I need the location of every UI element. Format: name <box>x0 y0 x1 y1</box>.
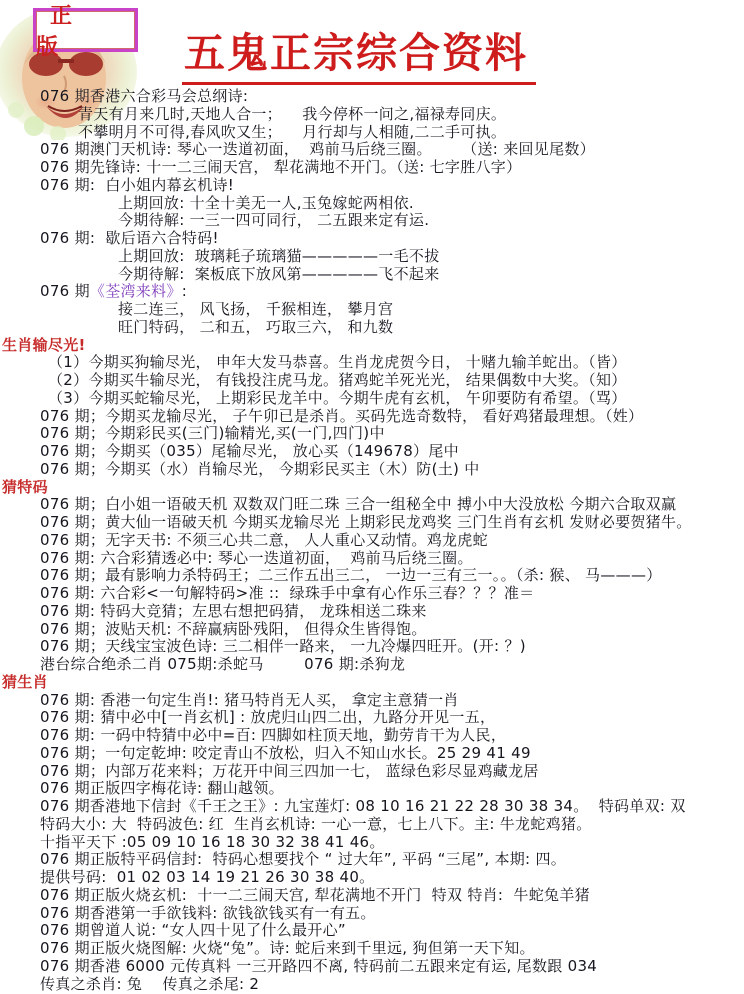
text-line: 076 期；波贴天机: 不辞赢病卧残阳， 但得众生皆得饱。 <box>40 619 427 638</box>
page-header <box>0 0 744 88</box>
text-line: 不攀明月不可得,春风吹又生； 月行却与人相随,二二手可执。 <box>78 122 507 141</box>
text-line: 076 期先锋诗: 十一二三闹天宫， 犁花满地不开门。（送: 七字胜八字） <box>40 158 522 176</box>
page-title: 五鬼正宗综合资料 <box>182 20 536 85</box>
text-line: 076 期正版火烧图解: 火烧“兔”。诗: 蛇后来到千里远, 狗但第一天下知。 <box>40 939 535 957</box>
text-line: 076 期；今期买（水）肖输尽光， 今期彩民买主（木）防(土) 中 <box>40 459 480 478</box>
text-line: 076 期: 香港一句定生肖!: 猪马特肖无人买， 拿定主意猜一肖 <box>40 690 459 709</box>
text-line: 076 期；黄大仙一语破天机 今期买龙输尽光 上期彩民龙鸡奖 三门生肖有玄机 发财必要贺猪牛。 <box>40 513 692 531</box>
content-body <box>0 88 744 993</box>
highlighted-text: 《荃湾来料》 <box>89 282 182 301</box>
text-line: 旺门特码， 二和五， 巧取三六， 和九数 <box>118 317 394 336</box>
text-line: 076 期香港地下信封《千王之王》: 九宝莲灯: 08 10 16 21 22 28 30 38 34。 特码单双: 双 <box>40 797 686 815</box>
text-line: 076 期: 六合彩猜透必中: 琴心一迭道初面， 鸡前马后绕三圈。 <box>40 548 473 567</box>
text-line: 接二连三， 风飞扬， 千猴相连， 攀月宫 <box>118 300 394 318</box>
authentic-badge <box>33 3 138 60</box>
text-line: 上期回放: 玻璃耗子琉璃猫—————一毛不拔 <box>118 246 440 265</box>
text-line: （2）今期买牛输尽光， 有钱投注虎马龙。猪鸡蛇羊死光光， 结果偶数中大奖。（知） <box>48 371 627 389</box>
text-line: 076 期: 白小姐内幕玄机诗! <box>40 175 235 194</box>
authentic-badge-label: 正 版 <box>36 3 87 60</box>
text-line: 特码大小: 大 特码波色: 红 生肖玄机诗: 一心一意，七上八下。主: 牛龙蛇鸡猪。 <box>40 814 592 833</box>
text-line: 076 期香港六合彩马会总纲诗: <box>40 87 249 105</box>
text-line: 076 期: 歇后语六合特码! <box>40 229 219 247</box>
text-line: 076 期曾道人说: “女人四十见了什么最开心” <box>40 921 346 940</box>
text-line <box>40 283 744 301</box>
section-header: 猜生肖 <box>2 672 48 691</box>
text-line: 076 期；今期买（035）尾输尽光， 放心买（149678）尾中 <box>40 442 459 460</box>
text-line: 076 期澳门天机诗: 琴心一迭道初面， 鸡前马后绕三圈。 （送: 来回见尾数） <box>40 140 595 159</box>
text-line: 今期待解: 一三一四可同行， 二五跟来定有运. <box>118 211 430 230</box>
text-line: 提供号码: 01 02 03 14 19 21 26 30 38 40。 <box>40 868 375 886</box>
text-line: 今期待解: 案板底下放风第—————飞不起来 <box>118 264 440 283</box>
text-line: 076 期: 特码大竞猜；左思右想把码猜， 龙珠相送二珠来 <box>40 601 427 620</box>
text-line: 076 期: 一码中特猜中必中=百: 四脚如柱顶天地，勤劳肯干为人民， <box>40 726 507 744</box>
text-segment: 076 期 <box>40 282 90 301</box>
text-line: 076 期；最有影响力杀特码王；二三作五出三二， 一边一三有三一。。（杀: 猴、 马———） <box>40 566 662 585</box>
text-line: 076 期正版四字梅花诗: 翻山越领。 <box>40 779 284 798</box>
text-line: 076 期: 猜中必中[一肖玄机] : 放虎归山四二出，九路分开见一五， <box>40 708 496 727</box>
text-line: 076 期；内部万花来料；万花开中间三四加一七， 蓝绿色彩尽显鸡藏龙居 <box>40 761 539 780</box>
section-header: 猜特码 <box>2 477 48 496</box>
text-line: 076 期；无字天书: 不须三心共二意， 人人重心又动情。鸡龙虎蛇 <box>40 530 488 549</box>
text-segment: : <box>181 282 188 301</box>
text-line: 076 期正版特平码信封: 特码心想要找个 “ 过大年”, 平码 “三尾”, 本期: 四。 <box>40 850 567 869</box>
text-line: 传真之杀肖: 兔 传真之杀尾: 2 <box>40 974 260 993</box>
text-line: 076 期；白小姐一语破天机 双数双门旺二珠 三合一组秘全中 搏小中大没放松 今期六合取双赢 <box>40 495 677 514</box>
text-line: 十指平天下 :05 09 10 16 18 30 32 38 41 46。 <box>40 832 385 851</box>
text-line: 076 期；今期彩民买(三门)输精光,买(一门,四门)中 <box>40 424 385 443</box>
text-line: （1）今期买狗输尽光， 申年大发马恭喜。生肖龙虎贺今日， 十赌九输羊蛇出。（皆） <box>48 353 627 372</box>
text-line: 076 期；天线宝宝波色诗: 三二相伴一路来， 一九冷爆四旺开。(开: ？) <box>40 637 526 656</box>
text-line: 港台综合绝杀二肖 075期:杀蛇马 076 期:杀狗龙 <box>40 655 406 673</box>
text-line: 076 期香港第一手欲钱料: 欲钱欲钱买有一有五。 <box>40 903 376 922</box>
text-line: 青天有月来几时,天地人合一； 我今停杯一问之,福禄寿同庆。 <box>78 104 507 123</box>
text-line: 上期回放: 十全十美无一人,玉兔嫁蛇两相依. <box>118 193 414 212</box>
text-line: 076 期正版火烧玄机: 十一二三闹天宫, 犁花满地不开门 特双 特肖: 牛蛇兔羊猪 <box>40 885 590 904</box>
text-line: （3）今期买蛇输尽光， 上期彩民龙羊中。今期牛虎有玄机， 午卯要防有希望。（骂） <box>48 388 627 407</box>
text-line: 076 期香港 6000 元传真料 一三开路四不离, 特码前二五跟来定有运, 尾数跟 034 <box>40 956 598 975</box>
text-line: 076 期；一句定乾坤: 咬定青山不放松，归入不知山水长。25 29 41 49 <box>40 743 531 762</box>
text-line: 076 期: 六合彩<一句解特码>准 :: 绿珠手中拿有心作乐三春？？？准＝ <box>40 584 535 602</box>
text-line: 076 期；今期买龙输尽光， 子午卯已是杀肖。买码先选奇数特， 看好鸡猪最理想。（姓） <box>40 406 644 425</box>
section-header: 生肖输尽光! <box>2 335 86 354</box>
